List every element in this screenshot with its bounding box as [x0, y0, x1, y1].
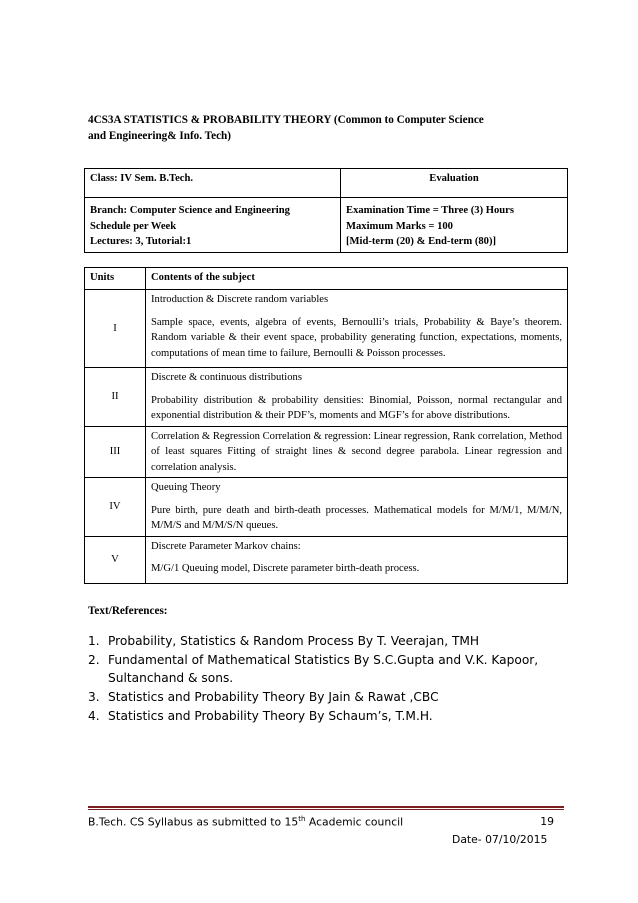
unit-contents [146, 478, 568, 537]
reference-item [88, 707, 558, 725]
footer-syllabus-note [88, 815, 403, 829]
reference-number: 4. [88, 709, 100, 723]
unit-title: Queuing Theory [151, 482, 221, 493]
unit-row [85, 290, 568, 368]
evaluation-label: Evaluation [341, 169, 568, 198]
contents-header: Contents of the subject [146, 268, 568, 290]
unit-description: Correlation & Regression Correlation & regression: Linear regression, Rank correlation, Method of least squares Fitting of straight lines & second degree parabola. Linear regression and correlation analysis. [151, 430, 562, 473]
unit-contents [146, 290, 568, 368]
page-number: 19 [540, 815, 554, 828]
course-title-line-1: 4CS3A STATISTICS & PROBABILITY THEORY (Common to Computer Science [88, 114, 484, 126]
unit-title: Discrete & continuous distributions [151, 372, 302, 383]
unit-numeral: III [85, 426, 146, 478]
reference-number: 3. [88, 690, 100, 704]
footer-syllabus-suffix: Academic council [305, 815, 404, 829]
course-title [88, 112, 558, 144]
footer-syllabus-prefix: B.Tech. CS Syllabus as submitted to 15 [88, 815, 299, 829]
unit-row [85, 478, 568, 537]
class-label: Class: IV Sem. B.Tech. [85, 169, 341, 198]
unit-description: Sample space, events, algebra of events, Bernoulli’s trials, Probability & Baye’s theorem. Random variable & their event space, probability generating function, expectations, moments, computations of mean time to failure, Bernoulli & Poisson processes. [151, 316, 562, 359]
unit-contents [146, 426, 568, 478]
class-evaluation-table [84, 168, 568, 253]
lectures-text: Lectures: 3, Tutorial:1 [90, 236, 192, 247]
reference-number: 2. [88, 653, 100, 667]
footer-date: Date- 07/10/2015 [452, 833, 548, 846]
reference-number: 1. [88, 634, 100, 648]
unit-description: Probability distribution & probability densities: Binomial, Poisson, normal rectangular and exponential distribution & their PDF’s, moments and MGF’s for above distributions. [151, 394, 562, 421]
branch-schedule-cell [85, 198, 341, 253]
unit-numeral: V [85, 536, 146, 583]
exam-time-text: Examination Time = Three (3) Hours [346, 205, 514, 216]
references-list [88, 632, 558, 726]
unit-contents [146, 536, 568, 583]
reference-text: Statistics and Probability Theory By Jain & Rawat ,CBC [108, 690, 439, 704]
unit-title: Discrete Parameter Markov chains: [151, 540, 301, 552]
units-table [84, 267, 568, 584]
reference-text: Probability, Statistics & Random Process By T. Veerajan, TMH [108, 634, 480, 648]
reference-item [88, 688, 558, 706]
footer-syllabus-sup: th [298, 815, 306, 823]
footer-rule-thin [88, 809, 564, 810]
footer-rule [88, 806, 564, 808]
reference-text: Fundamental of Mathematical Statistics By S.C.Gupta and V.K. Kapoor, Sultanchand & sons. [108, 653, 539, 685]
reference-text: Statistics and Probability Theory By Schaum’s, T.M.H. [108, 709, 433, 723]
max-marks-text: Maximum Marks = 100 [346, 220, 453, 232]
schedule-text: Schedule per Week [90, 220, 177, 232]
unit-title: Introduction & Discrete random variables [151, 294, 329, 305]
branch-text: Branch: Computer Science and Engineering [90, 205, 290, 216]
unit-description: Pure birth, pure death and birth-death processes. Mathematical models for M/M/1, M/M/N, M/M/S and M/M/S/N queues. [151, 504, 562, 531]
unit-row [85, 536, 568, 583]
marks-split-text: [Mid-term (20) & End-term (80)] [346, 236, 497, 247]
unit-numeral: I [85, 290, 146, 368]
unit-contents [146, 368, 568, 427]
course-title-line-2: and Engineering& Info. Tech) [88, 130, 231, 142]
unit-row [85, 368, 568, 427]
reference-item [88, 632, 558, 650]
references-label: Text/References: [88, 605, 168, 617]
evaluation-details-cell [341, 198, 568, 253]
unit-numeral: IV [85, 478, 146, 537]
units-header: Units [85, 268, 146, 290]
reference-item [88, 651, 558, 687]
unit-row [85, 426, 568, 478]
unit-description: M/G/1 Queuing model, Discrete parameter birth-death process. [151, 563, 420, 574]
unit-numeral: II [85, 368, 146, 427]
